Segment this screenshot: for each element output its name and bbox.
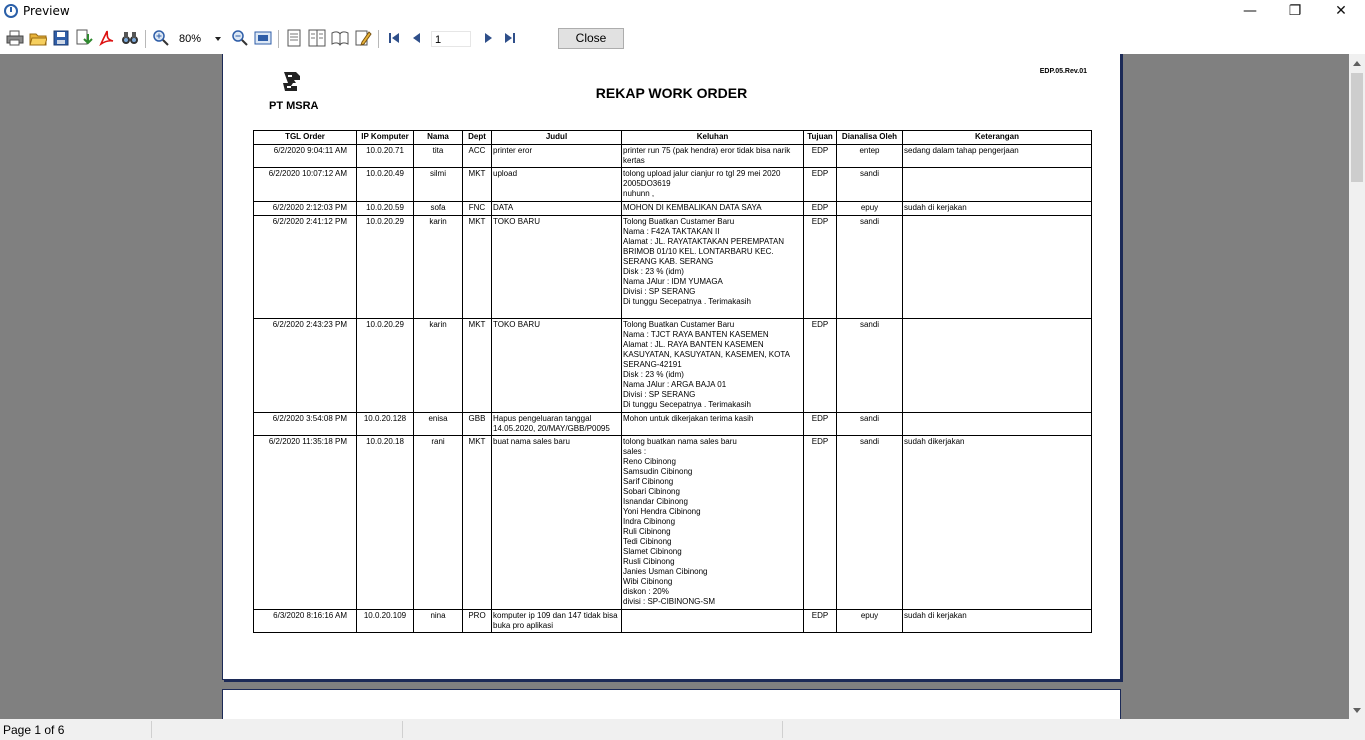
- save-icon[interactable]: [52, 29, 70, 47]
- column-header: Judul: [492, 131, 622, 145]
- cell-keluhan: Tolong Buatkan Custamer Baru Nama : F42A TAKTAKAN II Alamat : JL. RAYATAKTAKAN PEREMPATAN BRIMOB 01/10 KEL. LONTARBARU KEC. SERANG KAB. SERANG Disk : 23 % (idm) Nama JAlur : IDM YUMAGA Divisi : SP SERANG Di tunggu Secepatnya . Terimakasih: [622, 216, 804, 319]
- maximize-button[interactable]: ❐: [1288, 3, 1302, 19]
- next-report-page: [222, 689, 1121, 719]
- close-window-button[interactable]: ✕: [1335, 3, 1347, 19]
- table-row: [254, 436, 1092, 610]
- multi-page-icon[interactable]: [308, 29, 326, 47]
- cell-ip: 10.0.20.109: [357, 610, 414, 633]
- cell-tgl-order: 6/2/2020 2:43:23 PM: [254, 319, 357, 413]
- cell-judul: printer eror: [492, 145, 622, 168]
- cell-tgl-order: 6/2/2020 9:04:11 AM: [254, 145, 357, 168]
- cell-keluhan: printer run 75 (pak hendra) eror tidak bisa narik kertas: [622, 145, 804, 168]
- single-page-icon[interactable]: [285, 29, 303, 47]
- zoom-in-icon[interactable]: [152, 29, 170, 47]
- toolbar-separator: [278, 30, 279, 48]
- app-clock-icon: [4, 4, 18, 18]
- cell-dianalisa-oleh: epuy: [837, 202, 903, 216]
- cell-dept: ACC: [463, 145, 492, 168]
- cell-keterangan: [903, 168, 1092, 202]
- window-title: Preview: [23, 4, 70, 18]
- scroll-up-arrow-icon[interactable]: [1353, 61, 1361, 66]
- zoom-dropdown[interactable]: [176, 30, 223, 48]
- zoom-out-icon[interactable]: [231, 29, 249, 47]
- cell-judul: Hapus pengeluaran tanggal 14.05.2020, 20/MAY/GBB/P0095: [492, 413, 622, 436]
- cell-ip: 10.0.20.29: [357, 216, 414, 319]
- zoom-value: 80%: [179, 33, 202, 45]
- column-header: TGL Order: [254, 131, 357, 145]
- cell-dept: MKT: [463, 319, 492, 413]
- table-row: [254, 319, 1092, 413]
- column-header: Tujuan: [804, 131, 837, 145]
- cell-tujuan: EDP: [804, 168, 837, 202]
- cell-nama: karin: [414, 319, 463, 413]
- cell-keluhan: MOHON DI KEMBALIKAN DATA SAYA: [622, 202, 804, 216]
- cell-tgl-order: 6/2/2020 10:07:12 AM: [254, 168, 357, 202]
- cell-tujuan: EDP: [804, 145, 837, 168]
- cell-dept: MKT: [463, 168, 492, 202]
- cell-keterangan: [903, 413, 1092, 436]
- column-header: Dept: [463, 131, 492, 145]
- cell-keterangan: sudah di kerjakan: [903, 202, 1092, 216]
- cell-judul: DATA: [492, 202, 622, 216]
- minimize-button[interactable]: —: [1243, 3, 1257, 19]
- cell-ip: 10.0.20.71: [357, 145, 414, 168]
- company-name: PT MSRA: [269, 100, 319, 112]
- edit-page-icon[interactable]: [354, 29, 372, 47]
- cell-dept: PRO: [463, 610, 492, 633]
- close-button[interactable]: Close: [558, 28, 624, 49]
- cell-keluhan: tolong upload jalur cianjur ro tgl 29 mei 2020 2005DO3619 nuhunn ,: [622, 168, 804, 202]
- cell-ip: 10.0.20.49: [357, 168, 414, 202]
- cell-ip: 10.0.20.59: [357, 202, 414, 216]
- cell-tujuan: EDP: [804, 216, 837, 319]
- first-page-icon[interactable]: [385, 29, 403, 47]
- cell-keterangan: sudah dikerjakan: [903, 436, 1092, 610]
- cell-ip: 10.0.20.29: [357, 319, 414, 413]
- table-header-row: [254, 131, 1092, 145]
- cell-nama: nina: [414, 610, 463, 633]
- status-bar: [0, 719, 1365, 740]
- column-header: Nama: [414, 131, 463, 145]
- vertical-scrollbar[interactable]: [1349, 54, 1365, 719]
- toolbar-separator: [378, 30, 379, 48]
- cell-ip: 10.0.20.128: [357, 413, 414, 436]
- cell-judul: upload: [492, 168, 622, 202]
- cell-nama: tita: [414, 145, 463, 168]
- find-binoculars-icon[interactable]: [121, 29, 139, 47]
- cell-nama: silmi: [414, 168, 463, 202]
- cell-keterangan: [903, 216, 1092, 319]
- toolbar: [0, 26, 1365, 53]
- cell-tgl-order: 6/2/2020 2:41:12 PM: [254, 216, 357, 319]
- cell-dianalisa-oleh: entep: [837, 145, 903, 168]
- table-row: [254, 145, 1092, 168]
- print-icon[interactable]: [6, 29, 24, 47]
- table-row: [254, 610, 1092, 633]
- preview-area[interactable]: [0, 54, 1349, 719]
- cell-nama: rani: [414, 436, 463, 610]
- column-header: Keluhan: [622, 131, 804, 145]
- next-page-icon[interactable]: [479, 29, 497, 47]
- cell-dianalisa-oleh: sandi: [837, 319, 903, 413]
- cell-tujuan: EDP: [804, 319, 837, 413]
- column-header: Keterangan: [903, 131, 1092, 145]
- outline-book-icon[interactable]: [331, 29, 349, 47]
- table-row: [254, 413, 1092, 436]
- cell-dept: GBB: [463, 413, 492, 436]
- table-row: [254, 168, 1092, 202]
- cell-keluhan: tolong buatkan nama sales baru sales : Reno Cibinong Samsudin Cibinong Sarif Cibinong Sobari Cibinong Isnandar Cibinong Yoni Hendra Cibinong Indra Cibinong Ruli Cibinong Tedi Cibinong Slamet Cibinong Rusli Cibinong Janies Usman Cibinong Wibi Cibinong diskon : 20% divisi : SP-CIBINONG-SM: [622, 436, 804, 610]
- cell-judul: TOKO BARU: [492, 319, 622, 413]
- cell-tujuan: EDP: [804, 436, 837, 610]
- column-header: Dianalisa Oleh: [837, 131, 903, 145]
- table-row: [254, 216, 1092, 319]
- export-icon[interactable]: [75, 29, 93, 47]
- cell-judul: buat nama sales baru: [492, 436, 622, 610]
- cell-dept: MKT: [463, 436, 492, 610]
- cell-keluhan: [622, 610, 804, 633]
- prev-page-icon[interactable]: [408, 29, 426, 47]
- page-count-status: Page 1 of 6: [3, 723, 65, 737]
- cell-dept: MKT: [463, 216, 492, 319]
- toolbar-separator: [145, 30, 146, 48]
- scroll-thumb[interactable]: [1351, 73, 1363, 182]
- cell-tgl-order: 6/2/2020 11:35:18 PM: [254, 436, 357, 610]
- column-header: IP Komputer: [357, 131, 414, 145]
- cell-keluhan: Tolong Buatkan Custamer Baru Nama : TJCT RAYA BANTEN KASEMEN Alamat : JL. RAYA BANTEN KASEMEN KASUYATAN, KASUYATAN, KASEMEN, KOTA SERANG-42191 Disk : 23 % (idm) Nama JAlur : ARGA BAJA 01 Divisi : SP SERANG Di tunggu Secepatnya . Terimakasih: [622, 319, 804, 413]
- table-row: [254, 202, 1092, 216]
- cell-dianalisa-oleh: sandi: [837, 436, 903, 610]
- cell-keterangan: [903, 319, 1092, 413]
- cell-judul: komputer ip 109 dan 147 tidak bisa buka pro aplikasi: [492, 610, 622, 633]
- fit-page-icon[interactable]: [254, 29, 272, 47]
- cell-tujuan: EDP: [804, 610, 837, 633]
- cell-judul: TOKO BARU: [492, 216, 622, 319]
- cell-nama: karin: [414, 216, 463, 319]
- report-page: [222, 54, 1121, 680]
- cell-tujuan: EDP: [804, 202, 837, 216]
- open-folder-icon[interactable]: [29, 29, 47, 47]
- scroll-down-arrow-icon[interactable]: [1353, 708, 1361, 713]
- cell-keterangan: sudah di kerjakan: [903, 610, 1092, 633]
- cell-dianalisa-oleh: sandi: [837, 168, 903, 202]
- pdf-icon[interactable]: [98, 29, 116, 47]
- status-divider: [782, 721, 783, 738]
- status-divider: [151, 721, 152, 738]
- cell-dianalisa-oleh: sandi: [837, 413, 903, 436]
- last-page-icon[interactable]: [501, 29, 519, 47]
- cell-keterangan: sedang dalam tahap pengerjaan: [903, 145, 1092, 168]
- cell-tgl-order: 6/3/2020 8:16:16 AM: [254, 610, 357, 633]
- chevron-down-icon: [215, 37, 221, 41]
- cell-dianalisa-oleh: epuy: [837, 610, 903, 633]
- cell-nama: sofa: [414, 202, 463, 216]
- cell-ip: 10.0.20.18: [357, 436, 414, 610]
- title-bar: [0, 0, 1365, 24]
- cell-tgl-order: 6/2/2020 3:54:08 PM: [254, 413, 357, 436]
- cell-tujuan: EDP: [804, 413, 837, 436]
- report-title: REKAP WORK ORDER: [595, 85, 748, 101]
- cell-dianalisa-oleh: sandi: [837, 216, 903, 319]
- document-reference: EDP.05.Rev.01: [1039, 68, 1087, 75]
- page-number-input[interactable]: 1: [431, 31, 471, 47]
- cell-tgl-order: 6/2/2020 2:12:03 PM: [254, 202, 357, 216]
- status-divider: [402, 721, 403, 738]
- cell-dept: FNC: [463, 202, 492, 216]
- cell-keluhan: Mohon untuk dikerjakan terima kasih: [622, 413, 804, 436]
- work-order-table: [253, 130, 1092, 633]
- cell-nama: enisa: [414, 413, 463, 436]
